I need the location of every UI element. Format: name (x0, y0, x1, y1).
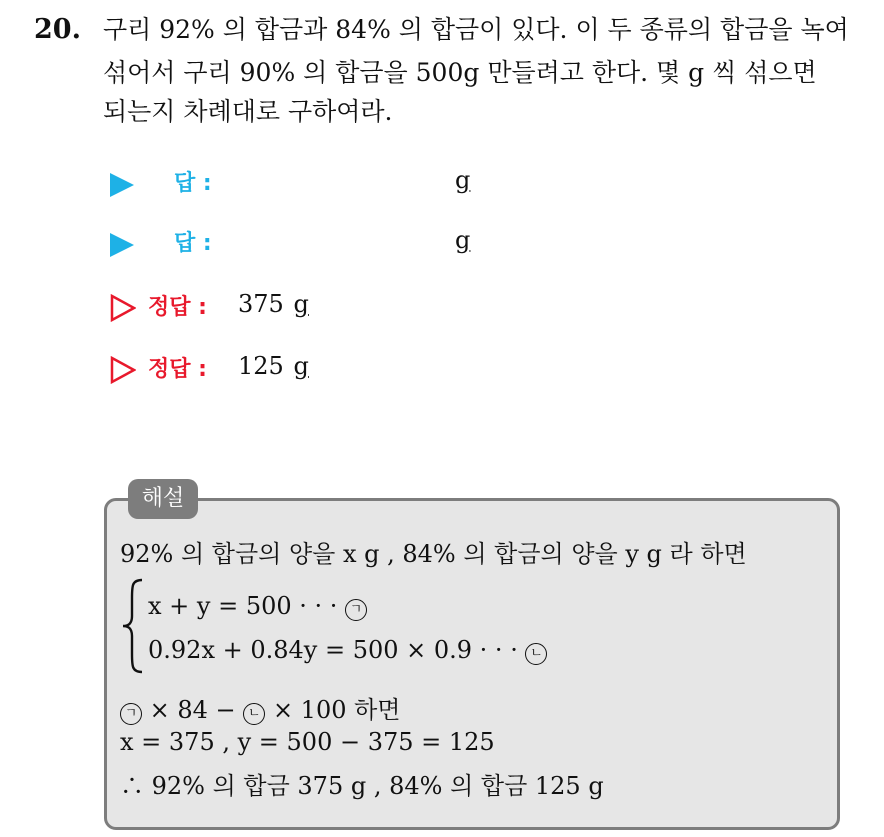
answer-blank-row-2[interactable] (110, 224, 510, 264)
circled-nieun-mark: ㄴ (243, 703, 265, 725)
correct-answer-row-1 (110, 288, 370, 328)
circled-giyeok-mark: ㄱ (120, 703, 142, 725)
answer-blank-row-1[interactable] (110, 164, 510, 204)
answer-label: 답 : (174, 171, 212, 196)
correct-value-number: 375 (238, 290, 284, 318)
correct-value-unit: g (293, 290, 309, 318)
correct-outline-triangle-icon (110, 294, 136, 322)
answer-unit: g (455, 226, 471, 254)
system-equation-1 (148, 592, 367, 621)
correct-value-number: 125 (238, 352, 284, 380)
correct-outline-triangle-icon (110, 356, 136, 384)
system-equation-2 (148, 636, 547, 665)
solution-conclusion: ∴ 92% 의 합금 375 g , 84% 의 합금 125 g (120, 772, 604, 800)
equation-2-text: 0.92x + 0.84y = 500 × 0.9 · · · (148, 636, 518, 664)
correct-label: 정답 : (148, 295, 207, 320)
answer-unit: g (455, 166, 471, 194)
system-brace (120, 578, 146, 674)
question-text-line-2: 섞어서 구리 90% 의 합금을 500g 만들려고 한다. 몇 g 씩 섞으면 (103, 58, 817, 87)
correct-value (238, 290, 309, 318)
question-text-line-3: 되는지 차례대로 구하여라. (103, 97, 393, 126)
answer-play-icon (110, 233, 134, 257)
answer-label: 답 : (174, 231, 212, 256)
correct-answer-row-2 (110, 350, 370, 390)
solution-step-line (120, 690, 400, 725)
correct-label: 정답 : (148, 357, 207, 382)
correct-value (238, 352, 309, 380)
solution-tab: 해설 (128, 479, 198, 519)
question-number: 20. (34, 14, 81, 45)
circled-giyeok-mark: ㄱ (345, 599, 367, 621)
step-operation: × 84 − (149, 696, 236, 724)
solution-intro: 92% 의 합금의 양을 x g , 84% 의 합금의 양을 y g 라 하면 (120, 540, 747, 568)
answer-play-icon (110, 173, 134, 197)
equation-1-text: x + y = 500 · · · (148, 592, 338, 620)
correct-value-unit: g (293, 352, 309, 380)
solution-values-line: x = 375 , y = 500 − 375 = 125 (120, 728, 495, 756)
question-text-line-1: 구리 92% 의 합금과 84% 의 합금이 있다. 이 두 종류의 합금을 녹여 (103, 15, 849, 44)
circled-nieun-mark: ㄴ (525, 643, 547, 665)
step-end: × 100 하면 (272, 696, 401, 724)
